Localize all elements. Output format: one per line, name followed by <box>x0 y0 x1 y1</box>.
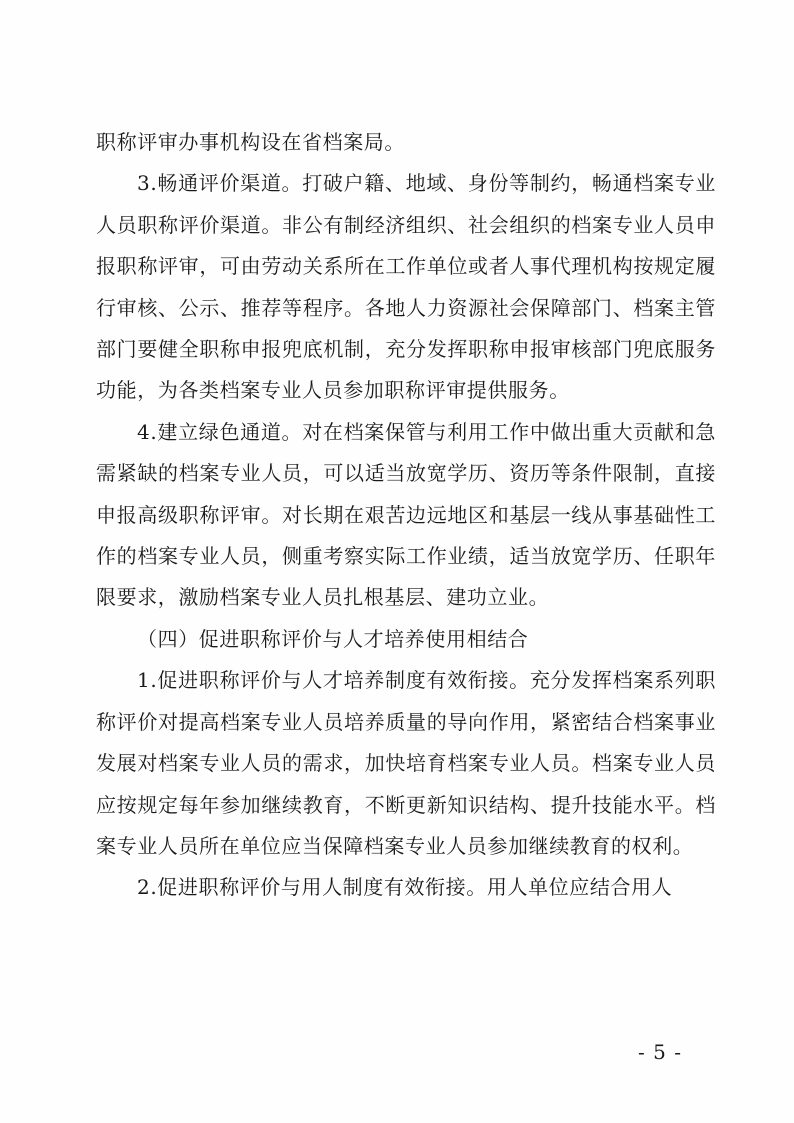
paragraph-item-3: 3.畅通评价渠道。打破户籍、地域、身份等制约，畅通档案专业人员职称评价渠道。非公有制经济组织、社会组织的档案专业人员申报职称评审，可由劳动关系所在工作单位或者人事代理机构按规定履行审核、公示、推荐等程序。各地人力资源社会保障部门、档案主管部门要健全职称申报兜底机制，充分发挥职称申报审核部门兜底服务功能，为各类档案专业人员参加职称评审提供服务。 <box>96 171 716 403</box>
section-heading: （四）促进职称评价与人才培养使用相结合 <box>137 626 529 651</box>
document-body <box>96 122 716 909</box>
paragraph-item-4: 4.建立绿色通道。对在档案保管与利用工作中做出重大贡献和急需紧缺的档案专业人员，可以适当放宽学历、资历等条件限制，直接申报高级职称评审。对长期在艰苦边远地区和基层一线从事基础性工作的档案专业人员，侧重考察实际工作业绩，适当放宽学历、任职年限要求，激励档案专业人员扎根基层、建功立业。 <box>96 419 716 610</box>
paragraph-continuation: 职称评审办事机构设在省档案局。 <box>96 130 405 154</box>
paragraph-item-2: 2.促进职称评价与用人制度有效衔接。用人单位应结合用人 <box>137 875 673 900</box>
page-number: - 5 - <box>638 1040 682 1064</box>
paragraph-item-1: 1.促进职称评价与人才培养制度有效衔接。充分发挥档案系列职称评价对提高档案专业人员培养质量的导向作用，紧密结合档案事业发展对档案专业人员的需求，加快培育档案专业人员。档案专业人员应按规定每年参加继续教育，不断更新知识结构、提升技能水平。档案专业人员所在单位应当保障档案专业人员参加继续教育的权利。 <box>96 668 716 858</box>
